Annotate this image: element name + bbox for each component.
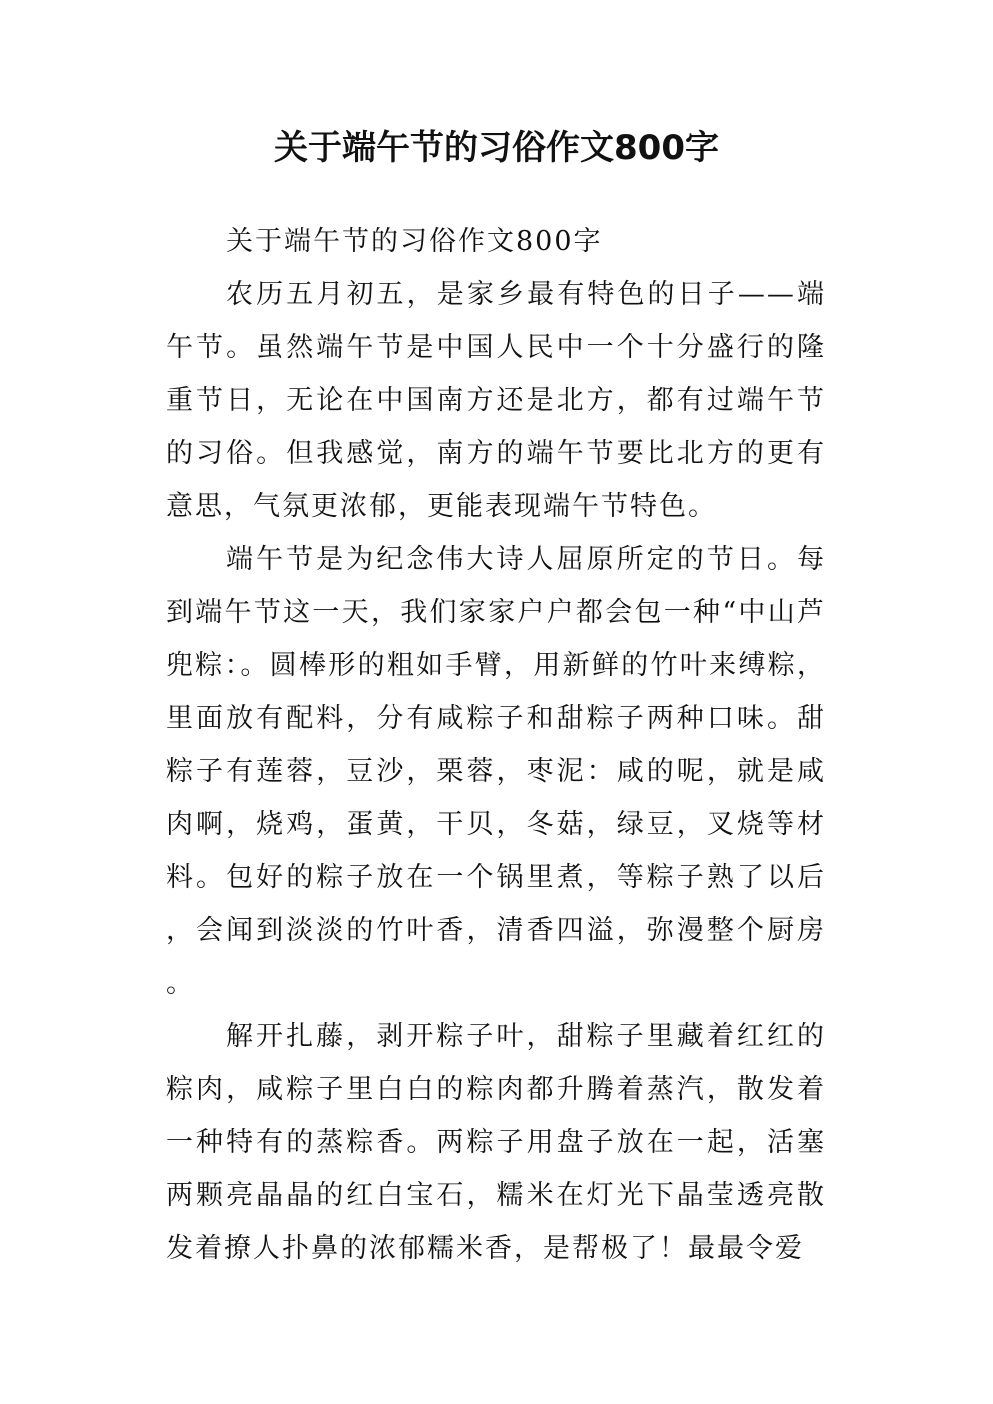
paragraph: 解开扎藤，剥开粽子叶，甜粽子里藏着红红的粽肉，咸粽子里白白的粽肉都升腾着蒸汽，散发着一种特有的蒸粽香。两粽子用盘子放在一起，活塞两颗亮晶晶的红白宝石，糯米在灯光下晶莹透亮散发着撩人扑鼻的浓郁糯米香，是帮极了！最最令爱 xyxy=(166,1021,826,1264)
document-title: 关于端午节的习俗作文800字 xyxy=(274,128,719,168)
paragraph: 农历五月初五，是家乡最有特色的日子——端午节。虽然端午节是中国人民中一个十分盛行的隆重节日，无论在中国南方还是北方，都有过端午节的习俗。但我感觉，南方的端午节要比北方的更有意思，气氛更浓郁，更能表现端午节特色。 xyxy=(166,279,826,522)
paragraph: 端午节是为纪念伟大诗人屈原所定的节日。每到端午节这一天，我们家家户户都会包一种“中山芦兜粽：。圆棒形的粗如手臂，用新鲜的竹叶来缚粽，里面放有配料，分有咸粽子和甜粽子两种口味。甜粽子有莲蓉，豆沙，栗蓉，枣泥：咸的呢，就是咸肉啊，烧鸡，蛋黄，干贝，冬菇，绿豆，叉烧等材料。包好的粽子放在一个锅里煮，等粽子熟了以后，会闻到淡淡的竹叶香，清香四溢，弥漫整个厨房。 xyxy=(166,544,826,999)
paragraph-heading: 关于端午节的习俗作文800字 xyxy=(226,226,603,257)
document-body xyxy=(166,215,826,1275)
